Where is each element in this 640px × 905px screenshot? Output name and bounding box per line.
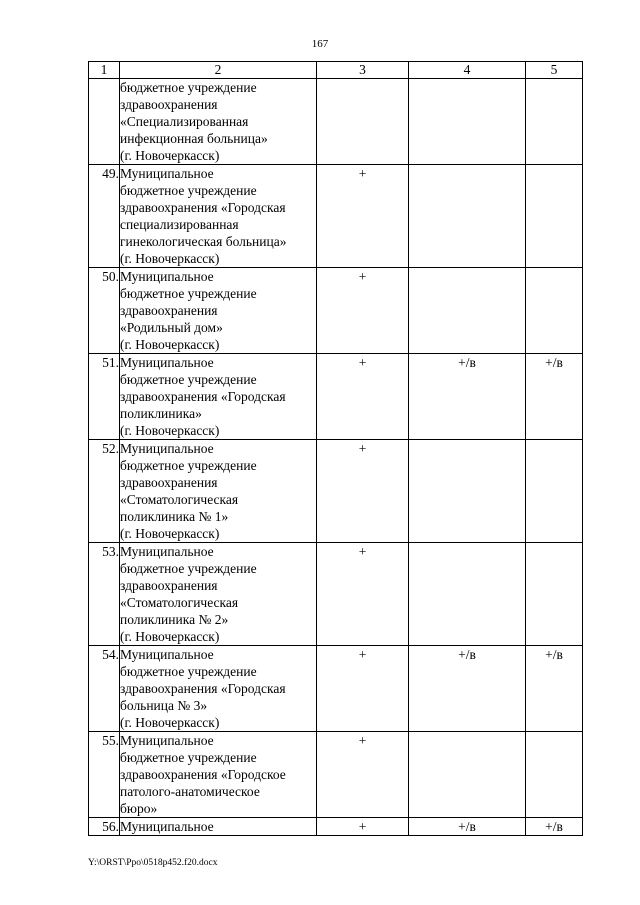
table-row (89, 79, 583, 165)
row-number-cell (89, 79, 120, 165)
row-number-cell: 55. (89, 732, 120, 818)
table-row (89, 440, 583, 543)
institution-name-cell: Муниципальное бюджетное учреждение здравоохранения «Городская поликлиника» (г. Новочеркасск) (120, 354, 317, 440)
page-number: 167 (311, 38, 329, 50)
row-number-cell: 49. (89, 165, 120, 268)
row-number-cell: 52. (89, 440, 120, 543)
institution-name-cell: Муниципальное бюджетное учреждение здравоохранения «Городская специализированная гинекологическая больница» (г. Новочеркасск) (120, 165, 317, 268)
column-5-mark-cell (526, 268, 583, 354)
institution-name-cell: Муниципальное (120, 818, 317, 836)
column-4-mark-cell (409, 268, 526, 354)
row-number-cell: 54. (89, 646, 120, 732)
column-3-mark-cell: + (317, 732, 409, 818)
column-3-mark-cell: + (317, 268, 409, 354)
table-row (89, 354, 583, 440)
column-3-mark-cell (317, 79, 409, 165)
table-row (89, 818, 583, 836)
column-5-mark-cell (526, 732, 583, 818)
table-row (89, 543, 583, 646)
row-number-cell: 56. (89, 818, 120, 836)
institution-name-cell: Муниципальное бюджетное учреждение здравоохранения «Стоматологическая поликлиника № 2» (г. Новочеркасск) (120, 543, 317, 646)
row-number-cell: 51. (89, 354, 120, 440)
column-3-mark-cell: + (317, 165, 409, 268)
column-header-5: 5 (526, 62, 583, 79)
column-5-mark-cell (526, 165, 583, 268)
column-5-mark-cell: +/в (526, 646, 583, 732)
institution-name-cell: Муниципальное бюджетное учреждение здравоохранения «Городское патолого-анатомическое бюро» (120, 732, 317, 818)
institution-name-cell: Муниципальное бюджетное учреждение здравоохранения «Стоматологическая поликлиника № 1» (г. Новочеркасск) (120, 440, 317, 543)
column-5-mark-cell (526, 79, 583, 165)
column-3-mark-cell: + (317, 440, 409, 543)
institutions-table (88, 61, 583, 836)
institution-name-cell: Муниципальное бюджетное учреждение здравоохранения «Родильный дом» (г. Новочеркасск) (120, 268, 317, 354)
column-header-3: 3 (317, 62, 409, 79)
column-4-mark-cell: +/в (409, 354, 526, 440)
column-4-mark-cell: +/в (409, 818, 526, 836)
file-path-footer: Y:\ORST\Ppo\0518p452.f20.docx (88, 858, 218, 868)
table-body (89, 79, 583, 836)
column-4-mark-cell (409, 440, 526, 543)
table-row (89, 732, 583, 818)
column-3-mark-cell: + (317, 646, 409, 732)
institution-name-cell: Муниципальное бюджетное учреждение здравоохранения «Городская больница № 3» (г. Новочеркасск) (120, 646, 317, 732)
table-row (89, 646, 583, 732)
column-3-mark-cell: + (317, 818, 409, 836)
table-row (89, 165, 583, 268)
column-5-mark-cell: +/в (526, 354, 583, 440)
column-5-mark-cell (526, 440, 583, 543)
column-4-mark-cell (409, 543, 526, 646)
column-header-1: 1 (89, 62, 120, 79)
column-4-mark-cell: +/в (409, 646, 526, 732)
column-5-mark-cell: +/в (526, 818, 583, 836)
column-3-mark-cell: + (317, 543, 409, 646)
column-3-mark-cell: + (317, 354, 409, 440)
row-number-cell: 50. (89, 268, 120, 354)
table-row (89, 268, 583, 354)
row-number-cell: 53. (89, 543, 120, 646)
column-4-mark-cell (409, 165, 526, 268)
column-header-4: 4 (409, 62, 526, 79)
table-header-row (89, 62, 583, 79)
column-5-mark-cell (526, 543, 583, 646)
institution-name-cell: бюджетное учреждение здравоохранения «Специализированная инфекционная больница» (г. Новочеркасск) (120, 79, 317, 165)
column-4-mark-cell (409, 732, 526, 818)
column-header-2: 2 (120, 62, 317, 79)
column-4-mark-cell (409, 79, 526, 165)
